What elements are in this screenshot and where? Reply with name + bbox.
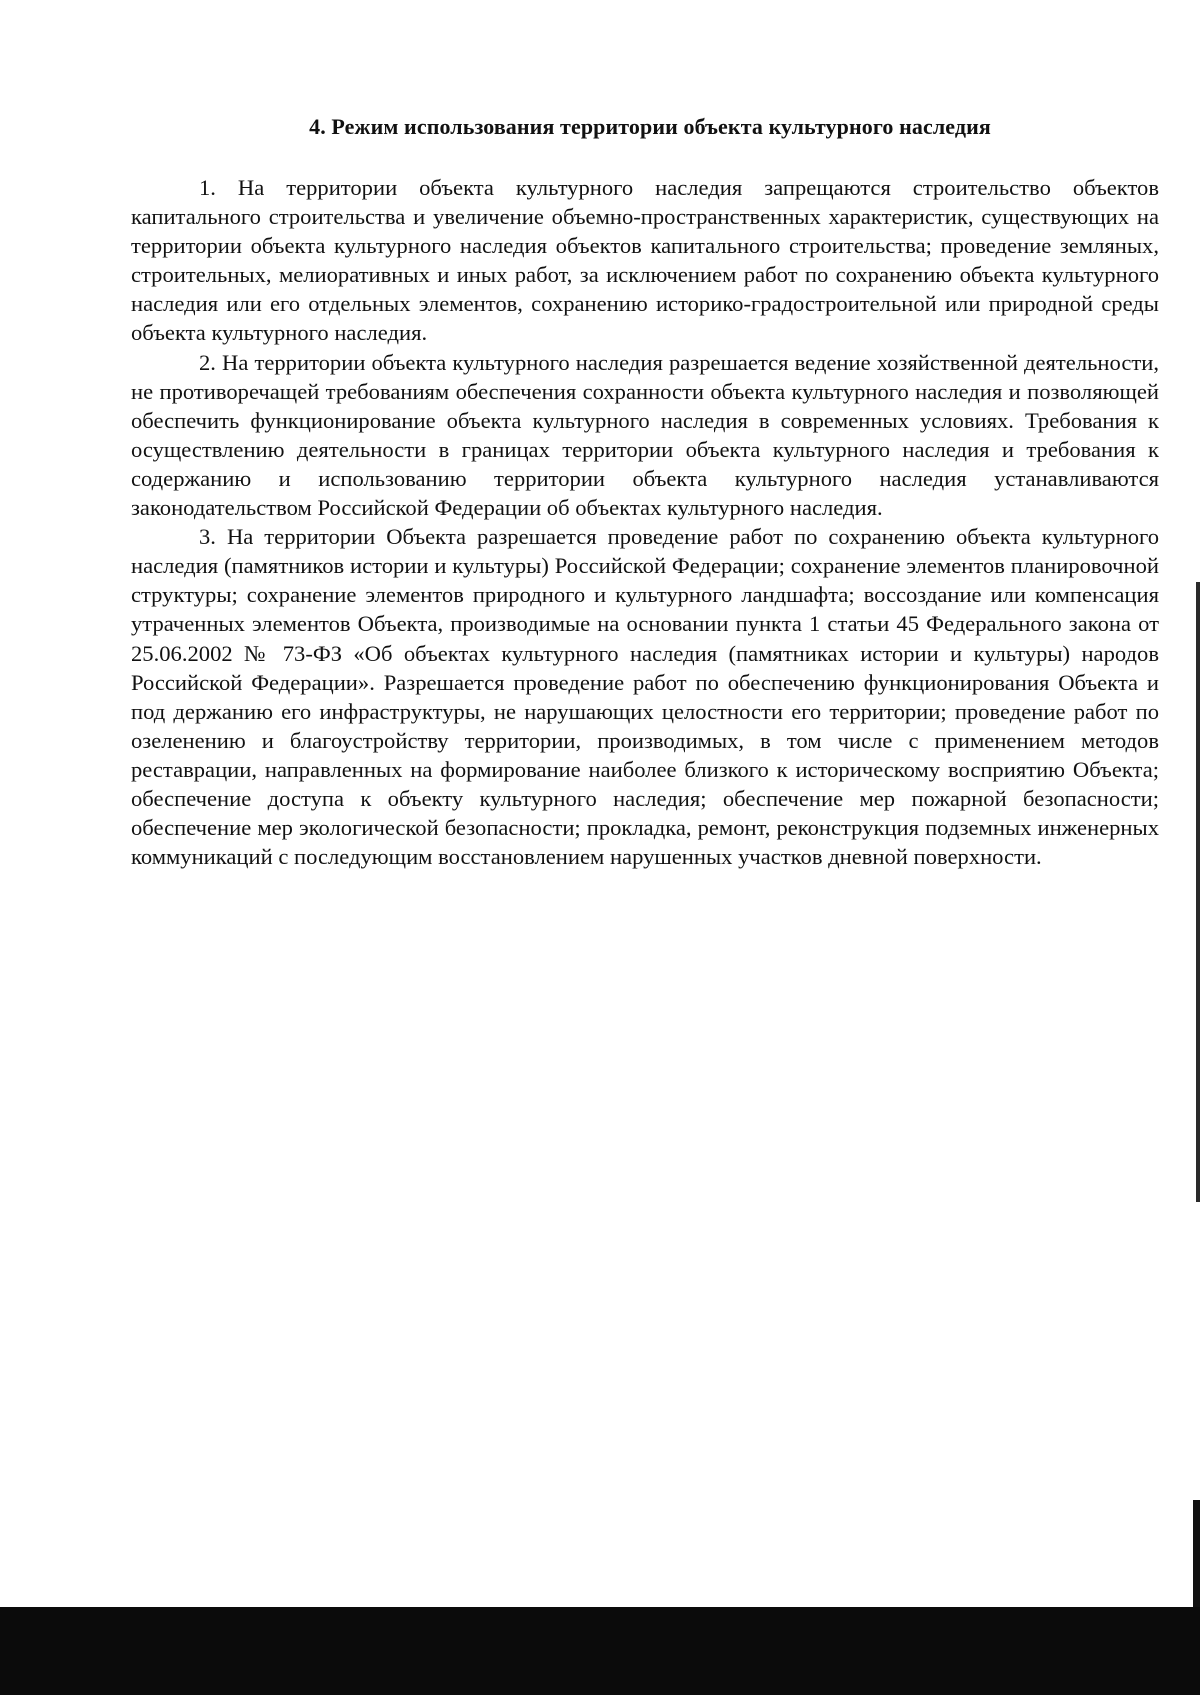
paragraph-1: 1. На территории объекта культурного наследия запрещаются строительство объектов капитального строительства и увеличение объемно-пространственных характеристик, существующих на территории объекта культурного наследия объектов капитального строительства; проведение земляных, строительных, мелиоративных и иных работ, за исключением работ по сохранению объекта культурного наследия или его отдельных элементов, сохранению историко-градостроительной или природной среды объекта культурного наследия. — [131, 175, 1159, 346]
document-body — [131, 173, 1159, 871]
paragraph-2: 2. На территории объекта культурного наследия разрешается ведение хозяйственной деятельности, не противоречащей требованиям обеспечения сохранности объекта культурного наследия и позволяющей обеспечить функционирование объекта культурного наследия в современных условиях. Требования к осуществлению деятельности в границах территории объекта культурного наследия и требования к содержанию и использованию территории объекта культурного наследия устанавливаются законодательством Российской Федерации об объектах культурного наследия. — [131, 349, 1159, 521]
scan-bottom-band — [0, 1607, 1200, 1695]
paragraph-3: 3. На территории Объекта разрешается проведение работ по сохранению объекта культурного наследия (памятников истории и культуры) Российской Федерации; сохранение элементов планировочной структуры; сохранение элементов природного и культурного ландшафта; воссоздание или компенсация утраченных элементов Объекта, производимые на основании пункта 1 статьи 45 Федерального закона от 25.06.2002 № 73-ФЗ «Об объектах культурного наследия (памятниках истории и культуры) народов Российской Федерации». Разрешается проведение работ по обеспечению функционирования Объекта и под держанию его инфраструктуры, не нарушающих целостности его территории; проведение работ по озеленению и благоустройству территории, производимых, в том числе с применением методов реставрации, направленных на формирование наиболее близкого к историческому восприятию Объекта; обеспечение доступа к объекту культурного наследия; обеспечение мер пожарной безопасности; обеспечение мер экологической безопасности; прокладка, ремонт, реконструкция подземных инженерных коммуникаций с последующим восстановлением нарушенных участков дневной поверхности. — [131, 524, 1159, 870]
scan-edge-shadow-lower — [1193, 1500, 1200, 1607]
scan-edge-shadow — [1196, 582, 1200, 1202]
section-heading: 4. Режим использования территории объекта культурного наследия — [309, 114, 991, 139]
